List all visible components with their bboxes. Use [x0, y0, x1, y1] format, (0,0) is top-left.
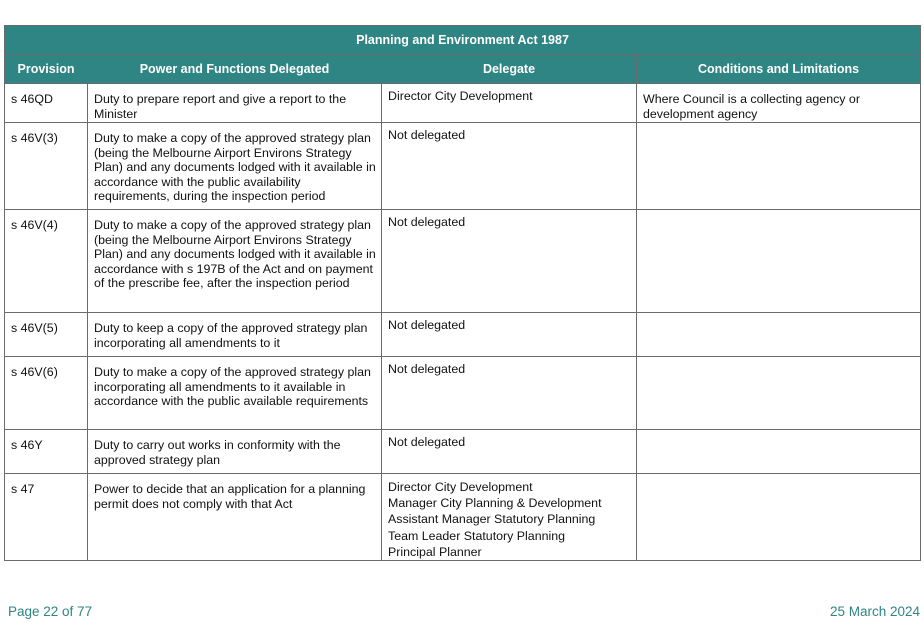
- document-date: 25 March 2024: [829, 604, 920, 619]
- power-cell: Duty to make a copy of the approved strategy plan (being the Melbourne Airport Environs Strategy Plan) and any documents lodged with it available in accordance with the public availability requirements, during the inspection period: [88, 123, 382, 210]
- delegate-name: Principal Planner: [388, 544, 482, 559]
- conditions-cell: [637, 123, 921, 210]
- column-header-delegate: Delegate: [382, 55, 637, 84]
- table-row: [5, 474, 921, 561]
- power-cell: Power to decide that an application for a planning permit does not comply with that Act: [88, 474, 382, 561]
- provision-cell: s 46V(5): [5, 313, 88, 357]
- table-row: [5, 210, 921, 313]
- provision-cell: s 46QD: [5, 84, 88, 123]
- power-cell: Duty to keep a copy of the approved strategy plan incorporating all amendments to it: [88, 313, 382, 357]
- provision-cell: s 46Y: [5, 430, 88, 474]
- table-row: [5, 84, 921, 123]
- delegate-cell: [382, 357, 637, 430]
- power-cell: Duty to make a copy of the approved strategy plan (being the Melbourne Airport Environs Strategy Plan) and any documents lodged with it available in accordance with s 197B of the Act and on payment of the prescribe fee, after the inspection period: [88, 210, 382, 313]
- conditions-cell: [637, 474, 921, 561]
- power-cell: Duty to make a copy of the approved strategy plan incorporating all amendments to it available in accordance with the public available requirements: [88, 357, 382, 430]
- power-cell: Duty to carry out works in conformity with the approved strategy plan: [88, 430, 382, 474]
- delegate-name: Manager City Planning & Development: [388, 496, 602, 511]
- delegate-name: Not delegated: [388, 435, 466, 449]
- delegate-cell: [382, 430, 637, 474]
- provision-cell: s 47: [5, 474, 88, 561]
- conditions-cell: [637, 357, 921, 430]
- power-cell: [88, 84, 382, 123]
- delegate-name: Team Leader Statutory Planning: [388, 528, 566, 543]
- delegate-name: Not delegated: [388, 128, 466, 142]
- conditions-cell: [637, 313, 921, 357]
- delegate-name: Not delegated: [388, 362, 466, 376]
- column-header-conditions: Conditions and Limitations: [637, 55, 921, 84]
- table-row: [5, 430, 921, 474]
- delegate-cell: [382, 210, 637, 313]
- table-title: Planning and Environment Act 1987: [5, 26, 921, 55]
- delegate-cell: [382, 313, 637, 357]
- delegate-name: Not delegated: [388, 215, 466, 229]
- delegate-name: Not delegated: [388, 318, 466, 332]
- conditions-cell: [637, 210, 921, 313]
- page-number: Page 22 of 77: [8, 604, 93, 619]
- delegate-cell: [382, 474, 637, 561]
- power-text: Duty to prepare report and give a report to the Minister: [94, 92, 347, 121]
- delegate-cell: [382, 123, 637, 210]
- conditions-cell: Where Council is a collecting agency or development agency: [637, 84, 921, 123]
- delegate-cell: [382, 84, 637, 123]
- table-row: [5, 313, 921, 357]
- column-header-power: Power and Functions Delegated: [88, 55, 382, 84]
- provision-cell: s 46V(4): [5, 210, 88, 313]
- delegate-name: Director City Development: [388, 480, 533, 494]
- provision-cell: s 46V(3): [5, 123, 88, 210]
- delegate-name: Director City Development: [388, 89, 533, 103]
- table-row: [5, 357, 921, 430]
- column-header-provision: Provision: [5, 55, 88, 84]
- conditions-cell: [637, 430, 921, 474]
- delegate-name: Assistant Manager Statutory Planning: [388, 512, 596, 527]
- delegation-table: [4, 25, 921, 561]
- table-row: [5, 123, 921, 210]
- provision-cell: s 46V(6): [5, 357, 88, 430]
